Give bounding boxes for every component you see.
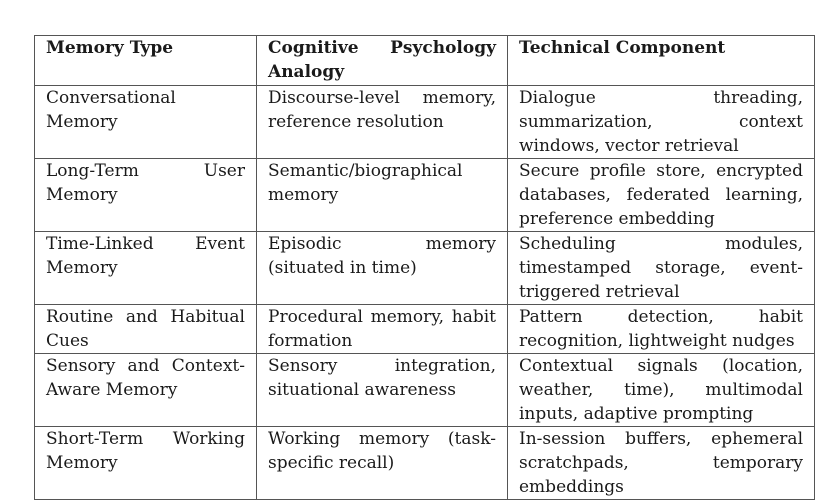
table-row [35,305,815,354]
table-row [35,86,815,159]
cell-cognitive-analogy: Episodic memory (situated in time) [257,232,508,305]
memory-types-table [34,35,815,500]
cell-cognitive-analogy: Procedural memory, habit formation [257,305,508,354]
cell-memory-type: Long-Term User Memory [35,159,257,232]
cell-technical-component: Pattern detection, habit recognition, lightweight nudges [508,305,815,354]
memory-table-container [34,35,814,500]
header-cognitive-analogy: Cognitive Psychology Analogy [257,36,508,86]
cell-cognitive-analogy: Sensory integration, situational awareness [257,354,508,427]
cell-technical-component: Dialogue threading, summarization, context windows, vector retrieval [508,86,815,159]
header-memory-type: Memory Type [35,36,257,86]
cell-technical-component: In-session buffers, ephemeral scratchpads, temporary embeddings [508,427,815,500]
table-row [35,232,815,305]
cell-memory-type: Short-Term Working Memory [35,427,257,500]
cell-memory-type: Conversational Memory [35,86,257,159]
cell-cognitive-analogy: Discourse-level memory, reference resolution [257,86,508,159]
cell-cognitive-analogy: Semantic/biographical memory [257,159,508,232]
cell-technical-component: Scheduling modules, timestamped storage, event-triggered retrieval [508,232,815,305]
table-row [35,354,815,427]
cell-cognitive-analogy: Working memory (task-specific recall) [257,427,508,500]
cell-memory-type: Time-Linked Event Memory [35,232,257,305]
cell-memory-type: Sensory and Context-Aware Memory [35,354,257,427]
header-technical-component: Technical Component [508,36,815,86]
cell-technical-component: Contextual signals (location, weather, time), multimodal inputs, adaptive prompting [508,354,815,427]
table-row [35,159,815,232]
header-row [35,36,815,86]
cell-technical-component: Secure profile store, encrypted databases, federated learning, preference embedding [508,159,815,232]
table-row [35,427,815,500]
cell-memory-type: Routine and Habitual Cues [35,305,257,354]
